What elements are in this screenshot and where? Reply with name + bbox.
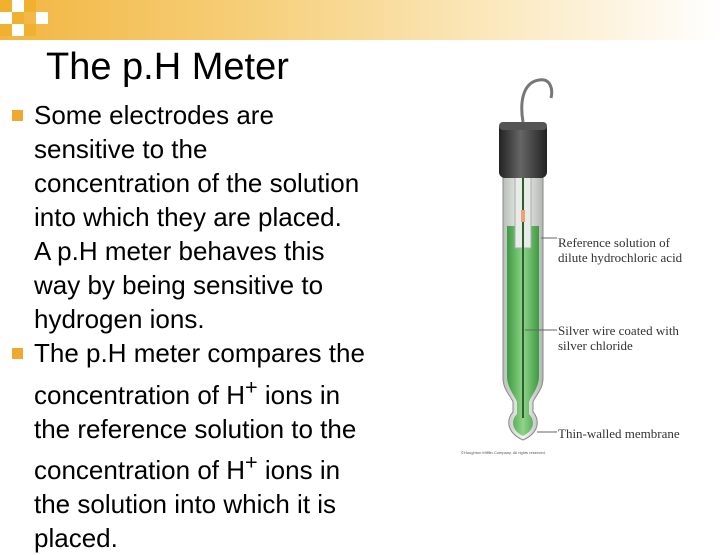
bullet-text: The p.H meter compares the concentration of H+ ions in the reference solution to the concentration of H+ ions in the solution into which it is placed. bbox=[34, 338, 365, 554]
superscript-plus: + bbox=[245, 449, 258, 475]
bullet-text: Some electrodes are sensitive to the concentration of the solution into which they are placed. A p.H meter behaves this way by being sensitive to hydrogen ions. bbox=[34, 100, 360, 334]
bullet-square-icon bbox=[12, 348, 23, 359]
bullet-list bbox=[8, 98, 418, 555]
copyright-text: ©Houghton Mifflin Company. All rights reserved. bbox=[461, 450, 546, 455]
corner-decoration bbox=[0, 0, 60, 48]
bullet-item bbox=[8, 336, 418, 555]
header-gradient-bar bbox=[0, 0, 720, 40]
bullet-item bbox=[8, 98, 418, 336]
label-membrane: Thin-walled membrane bbox=[558, 426, 680, 441]
superscript-plus: + bbox=[245, 374, 258, 399]
bullet-square-icon bbox=[12, 110, 23, 121]
ph-electrode-figure bbox=[455, 78, 715, 468]
label-reference-solution: Reference solution of dilute hydrochloric acid bbox=[558, 235, 683, 265]
slide-title: The p.H Meter bbox=[46, 46, 289, 88]
wire-tip-highlight bbox=[521, 210, 525, 222]
ph-electrode-illustration bbox=[455, 78, 715, 468]
label-silver-wire: Silver wire coated with silver chloride bbox=[558, 323, 679, 353]
cable bbox=[522, 80, 552, 122]
electrode-cap bbox=[499, 122, 547, 178]
